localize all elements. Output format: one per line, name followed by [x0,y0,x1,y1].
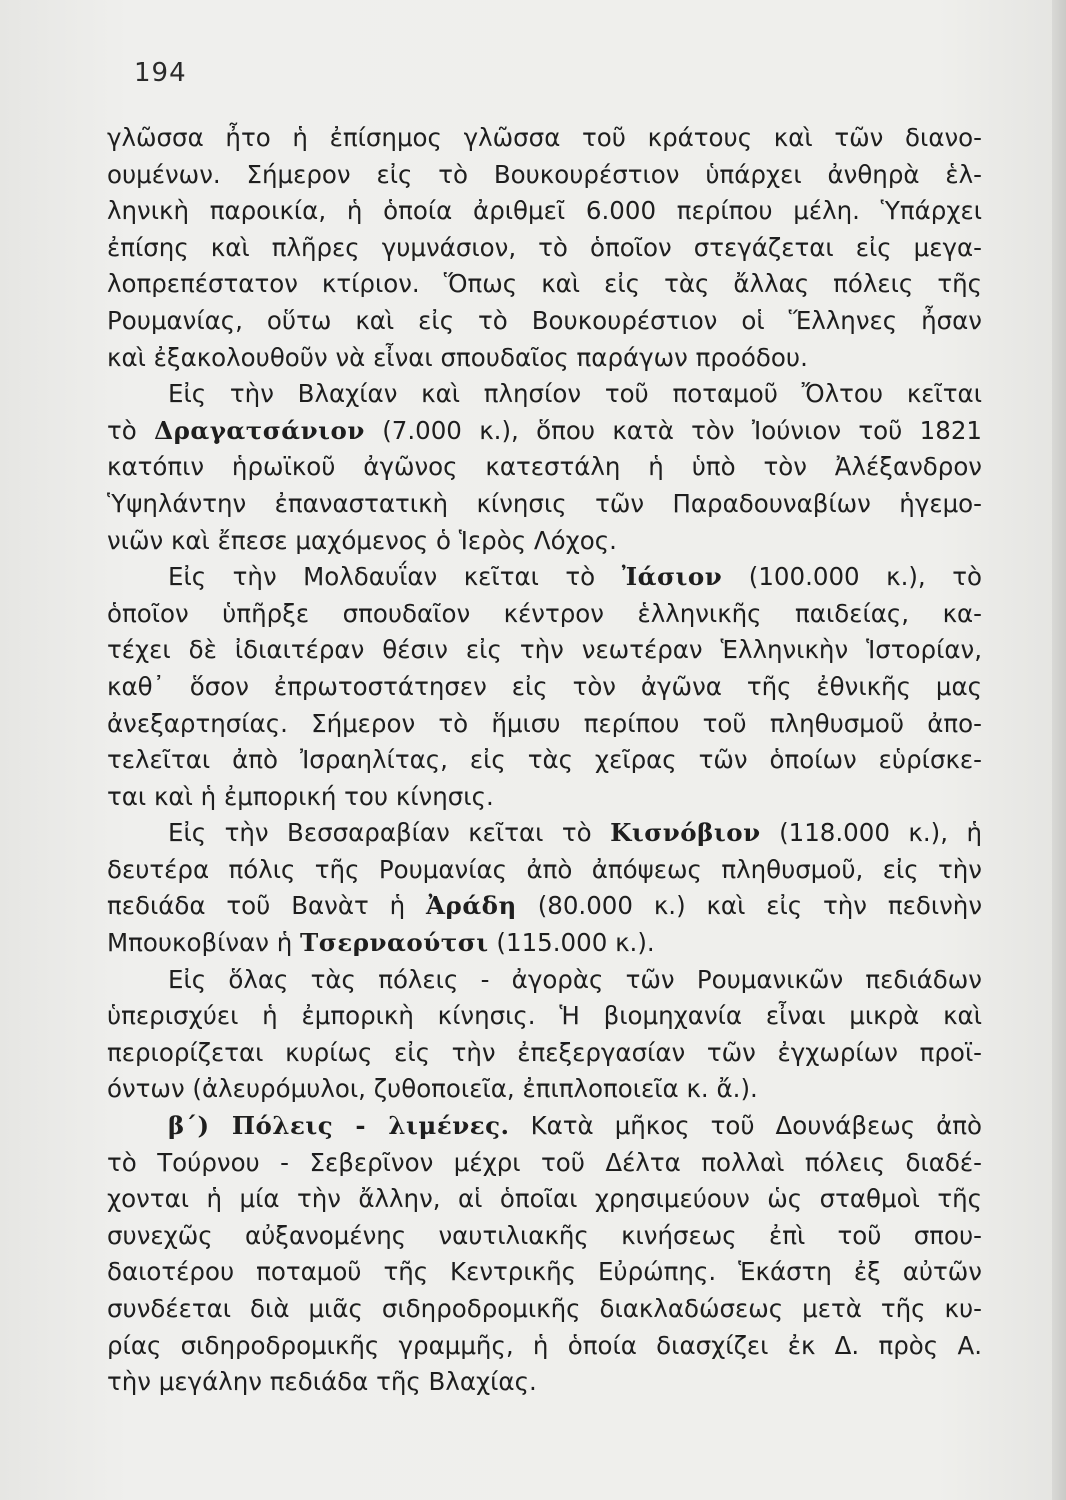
text-segment: δαιοτέρου ποταμοῦ τῆς Κεντρικῆς Εὐρώπης. Ἑκάστη ἐξ αὐτῶν [107,1257,982,1287]
text-segment: γλῶσσα ἦτο ἡ ἐπίσημος γλῶσσα τοῦ κράτους καὶ τῶν διανο- [107,123,982,152]
text-segment: καὶ ἐξακολουθοῦν νὰ εἶναι σπουδαῖος παράγων προόδου. [107,342,808,372]
text-segment: τὸ [107,415,155,445]
text-segment: συνεχῶς αὐξανομένης ναυτιλιακῆς κινήσεως ἐπὶ τοῦ σπου- [107,1220,982,1250]
text-line [107,1035,982,1072]
text-line [107,815,982,852]
text-segment: ἀνεξαρτησίας. Σήμερον τὸ ἥμισυ περίπου τοῦ πληθυσμοῦ ἀπο- [107,708,982,738]
text-line [107,413,982,450]
text-line [107,852,982,889]
text-line [107,742,982,779]
text-line [107,1328,982,1365]
text-segment: ρίας σιδηροδρομικῆς γραμμῆς, ἡ ὁποία διασχίζει ἐκ Δ. πρὸς Α. [107,1330,982,1360]
text-line [107,376,982,413]
text-segment: Εἰς ὅλας τὰς πόλεις - ἀγορὰς τῶν Ρουμανικῶν πεδιάδων [168,964,982,994]
text-line [107,230,982,267]
text-line [107,1145,982,1182]
bold-term: Κισνόβιον [610,818,761,848]
text-segment: καθ᾽ ὅσον ἐπρωτοστάτησεν εἰς τὸν ἀγῶνα τῆς ἐθνικῆς μας [107,671,982,701]
text-segment: ἐπίσης καὶ πλῆρες γυμνάσιον, τὸ ὁποῖον στεγάζεται εἰς μεγα- [107,232,982,262]
text-line [107,779,982,816]
bold-term: Δραγατσάνιον [154,415,365,445]
bold-term: Ἀράδη [426,891,517,921]
text-segment: Ὑψηλάντην ἐπαναστατικὴ κίνησις τῶν Παραδουναβίων ἡγεμο- [107,488,982,518]
page-number: 194 [134,58,187,88]
text-line [107,888,982,925]
text-segment: τὴν μεγάλην πεδιάδα τῆς Βλαχίας. [107,1367,537,1397]
text-line [107,157,982,194]
text-segment: τὸ Τούρνου - Σεβερῖνον μέχρι τοῦ Δέλτα πολλαὶ πόλεις διαδέ- [107,1147,982,1177]
text-line [107,998,982,1035]
text-line [107,669,982,706]
text-segment: (7.000 κ.), ὅπου κατὰ τὸν Ἰούνιον τοῦ 1821 [364,415,982,445]
text-segment: Εἰς τὴν Βλαχίαν καὶ πλησίον τοῦ ποταμοῦ Ὄλτου κεῖται [168,379,982,409]
text-segment: Εἰς τὴν Μολδαυΐαν κεῖται τὸ [168,562,622,592]
text-segment: ληνικὴ παροικία, ἡ ὁποία ἀριθμεῖ 6.000 περίπου μέλη. Ὑπάρχει [107,196,982,226]
text-segment: νιῶν καὶ ἔπεσε μαχόμενος ὁ Ἱερὸς Λόχος. [107,525,617,555]
text-segment: λοπρεπέστατον κτίριον. Ὅπως καὶ εἰς τὰς ἄλλας πόλεις τῆς [107,269,982,299]
text-segment: (100.000 κ.), τὸ [722,562,982,592]
text-line [107,486,982,523]
bold-term: Τσερναούτσι [300,928,489,958]
body-text [107,120,982,1401]
text-line [107,266,982,303]
text-line [107,962,982,999]
text-line [107,1071,982,1108]
text-line [107,193,982,230]
text-segment: περιορίζεται κυρίως εἰς τὴν ἐπεξεργασίαν τῶν ἐγχωρίων προϊ- [107,1037,982,1067]
bold-term: β΄) Πόλεις - λιμένες. [168,1111,510,1141]
bold-term: Ἰάσιον [621,562,723,592]
text-line [107,1218,982,1255]
text-line [107,1181,982,1218]
text-segment: (115.000 κ.). [488,928,655,958]
text-segment: ται καὶ ἡ ἐμπορική του κίνησις. [107,781,494,811]
text-line [107,1108,982,1145]
text-line [107,706,982,743]
text-segment: δευτέρα πόλις τῆς Ρουμανίας ἀπὸ ἀπόψεως πληθυσμοῦ, εἰς τὴν [107,854,982,884]
text-line [107,523,982,560]
text-segment: πεδιάδα τοῦ Βανὰτ ἡ [107,891,427,921]
page-edge [1052,0,1066,1500]
text-line [107,1254,982,1291]
text-line [107,449,982,486]
text-line [107,303,982,340]
text-segment: (80.000 κ.) καὶ εἰς τὴν πεδινὴν [516,891,983,921]
text-segment: τελεῖται ἀπὸ Ἰσραηλίτας, εἰς τὰς χεῖρας τῶν ὁποίων εὑρίσκε- [107,745,982,775]
text-segment: Κατὰ μῆκος τοῦ Δουνάβεως ἀπὸ [509,1111,982,1141]
text-line [107,925,982,962]
text-line [107,1291,982,1328]
text-segment: Μπουκοβίναν ἡ [107,928,301,958]
text-segment: Εἰς τὴν Βεσσαραβίαν κεῖται τὸ [168,818,611,848]
text-line [107,1364,982,1401]
text-segment: ὁποῖον ὑπῆρξε σπουδαῖον κέντρον ἑλληνικῆς παιδείας, κα- [107,598,982,628]
text-segment: όντων (ἀλευρόμυλοι, ζυθοποιεῖα, ἐπιπλοποιεῖα κ. ἄ.). [107,1074,758,1104]
text-segment: Ρουμανίας, οὕτω καὶ εἰς τὸ Βουκουρέστιον οἱ Ἕλληνες ἦσαν [107,305,982,335]
text-segment: (118.000 κ.), ἡ [760,818,982,848]
text-line [107,596,982,633]
text-segment: ὑπερισχύει ἡ ἐμπορικὴ κίνησις. Ἡ βιομηχανία εἶναι μικρὰ καὶ [107,1001,982,1031]
text-segment: τέχει δὲ ἰδιαιτέραν θέσιν εἰς τὴν νεωτέραν Ἑλληνικὴν Ἱστορίαν, [107,635,982,665]
text-line [107,632,982,669]
text-segment: χονται ἡ μία τὴν ἄλλην, αἱ ὁποῖαι χρησιμεύουν ὡς σταθμοὶ τῆς [107,1184,982,1214]
text-segment: κατόπιν ἡρωϊκοῦ ἀγῶνος κατεστάλη ἡ ὑπὸ τὸν Ἀλέξανδρον [107,452,982,482]
text-line [107,120,982,157]
text-line [107,559,982,596]
text-line [107,340,982,377]
text-segment: συνδέεται διὰ μιᾶς σιδηροδρομικῆς διακλαδώσεως μετὰ τῆς κυ- [107,1294,982,1323]
text-segment: ουμένων. Σήμερον εἰς τὸ Βουκουρέστιον ὑπάρχει ἀνθηρὰ ἑλ- [107,159,982,189]
